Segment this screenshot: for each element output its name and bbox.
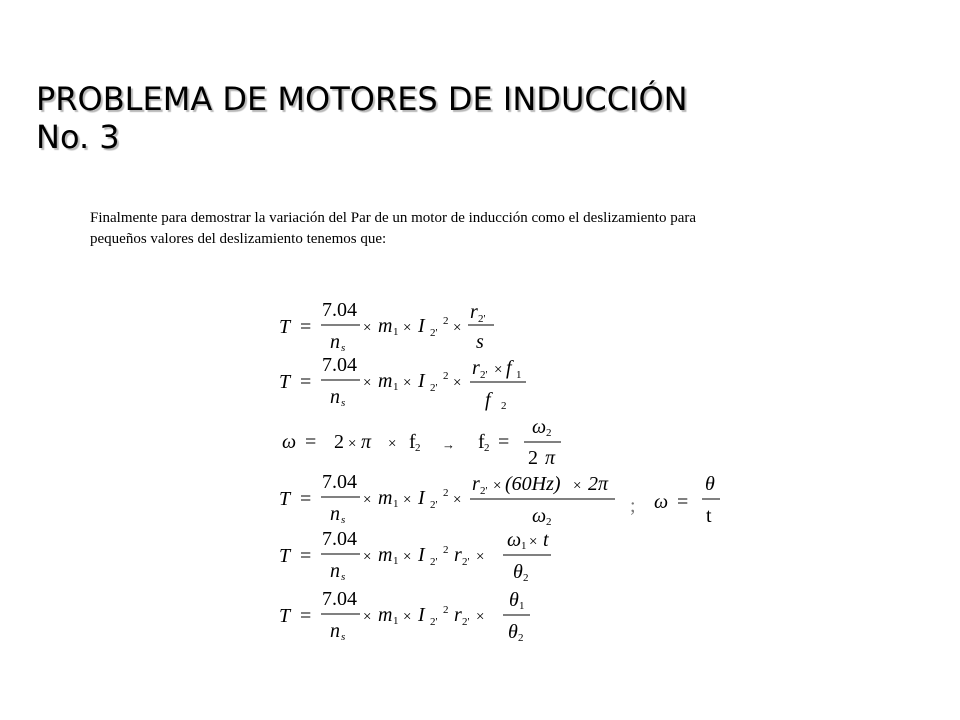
eq-f-roman: f [478,431,485,453]
eq-times: × [453,375,462,391]
eq-theta: θ [705,473,715,495]
eq-m-sub: 1 [393,555,399,567]
eq-const: 7.04 [322,299,357,321]
eq-omega: ω [532,416,547,438]
eq-r: r [454,604,462,626]
eq-I-sub: 2' [430,382,438,394]
eq-m: m [378,315,393,337]
eq-times: × [403,492,412,508]
equation-2 [279,354,526,412]
equation-6 [279,588,530,644]
eq-I: I [418,544,425,566]
eq-theta2-sub: 2 [518,632,524,644]
eq-equals: = [498,431,510,453]
eq-times: × [529,534,538,550]
eq-equals: = [677,491,689,513]
eq-times: × [403,320,412,336]
equation-1 [279,299,494,354]
eq-ns: n [330,560,340,582]
eq-const: 7.04 [322,588,357,610]
eq-T: T [279,488,291,510]
eq-equals: = [300,316,312,338]
eq-T: T [279,371,291,393]
eq-arrow: → [442,437,455,452]
eq-times: × [453,492,462,508]
eq-m-sub: 1 [393,498,399,510]
eq-I-sup: 2 [443,370,449,382]
eq-two: 2 [528,447,538,469]
eq-theta2-sub: 2 [523,572,529,584]
intro-line-1: Finalmente para demostrar la variación del Par de un motor de inducción como el deslizamiento para [90,210,697,226]
eq-m-sub: 1 [393,615,399,627]
eq-ns-sub: s [341,342,346,354]
eq-times: × [403,375,412,391]
eq-T: T [279,545,291,567]
eq-f: f [506,357,512,379]
eq-ns-sub: s [341,631,346,643]
eq-times: × [363,320,372,336]
eq-T: T [279,605,291,627]
eq-sixty-hz: (60Hz) [505,473,561,495]
eq-m-sub: 1 [393,326,399,338]
eq-f-roman: f [409,431,416,453]
equation-3 [282,416,561,469]
eq-omega: ω [532,505,547,527]
eq-I-sup: 2 [443,315,449,327]
eq-T: T [279,316,291,338]
eq-ns: n [330,331,340,353]
eq-m-sub: 1 [393,381,399,393]
eq-m: m [378,370,393,392]
eq-I-sub: 2' [430,327,438,339]
eq-f2-sub: 2 [484,442,490,454]
eq-two-pi: 2π [588,473,609,495]
eq-m: m [378,604,393,626]
eq-r-sub: 2' [462,616,470,628]
eq-I-sub: 2' [430,556,438,568]
eq-times: × [403,609,412,625]
eq-I-sup: 2 [443,604,449,616]
eq-equals: = [300,371,312,393]
eq-t: t [543,529,549,551]
eq-times: × [388,436,397,452]
eq-pi: π [545,447,556,469]
eq-I-sup: 2 [443,487,449,499]
eq-theta1-sub: 1 [519,600,525,612]
eq-ns: n [330,503,340,525]
eq-f: f [485,389,491,411]
eq-r-sub: 2' [480,485,488,497]
eq-f2-sub: 2 [415,442,421,454]
eq-theta: θ [509,589,519,611]
eq-r: r [454,544,462,566]
eq-r-sub: 2' [462,556,470,568]
eq-r-sub: 2' [480,369,488,381]
eq-equals: = [305,431,317,453]
eq-times: × [476,549,485,565]
eq-omega2-sub: 2 [546,516,552,528]
eq-times: × [363,609,372,625]
eq-times: × [363,492,372,508]
eq-times: × [494,362,503,378]
eq-times: × [403,549,412,565]
intro-line-2: pequeños valores del deslizamiento tenemos que: [90,231,387,247]
eq-m: m [378,544,393,566]
equation-5 [279,528,551,584]
eq-const: 7.04 [322,528,357,550]
eq-times: × [476,609,485,625]
eq-times: × [573,478,582,494]
eq-times: × [453,320,462,336]
eq-times: × [493,478,502,494]
eq-pi: π [361,431,372,453]
eq-f2-sub: 2 [501,400,507,412]
eq-s: s [476,331,484,353]
eq-ns-sub: s [341,514,346,526]
eq-I-sub: 2' [430,499,438,511]
eq-omega: ω [282,431,297,453]
eq-ns: n [330,386,340,408]
eq-f1-sub: 1 [516,369,522,381]
eq-m: m [378,487,393,509]
eq-ns: n [330,620,340,642]
eq-equals: = [300,605,312,627]
eq-theta: θ [508,621,518,643]
eq-r-sub: 2' [478,313,486,325]
eq-t-roman: t [706,505,712,527]
eq-I: I [418,487,425,509]
eq-I: I [418,315,425,337]
eq-const: 7.04 [322,354,357,376]
eq-omega2-sub: 2 [546,427,552,439]
eq-r: r [472,473,480,495]
title-line-2: No. 3 [36,118,120,156]
eq-omega: ω [507,529,522,551]
eq-omega1-sub: 1 [521,540,527,552]
eq-times: × [363,549,372,565]
eq-ns-sub: s [341,397,346,409]
eq-times: × [363,375,372,391]
eq-two: 2 [334,431,344,453]
eq-times: × [348,436,357,452]
eq-I-sup: 2 [443,544,449,556]
eq-r: r [472,357,480,379]
equation-4 [279,471,720,528]
eq-equals: = [300,488,312,510]
eq-r: r [470,301,478,323]
eq-ns-sub: s [341,571,346,583]
eq-semicolon: ; [630,495,636,517]
eq-I: I [418,604,425,626]
eq-I-sub: 2' [430,616,438,628]
eq-equals: = [300,545,312,567]
eq-omega: ω [654,491,669,513]
title-line-1: PROBLEMA DE MOTORES DE INDUCCIÓN [36,80,688,118]
eq-theta: θ [513,561,523,583]
eq-I: I [418,370,425,392]
eq-const: 7.04 [322,471,357,493]
